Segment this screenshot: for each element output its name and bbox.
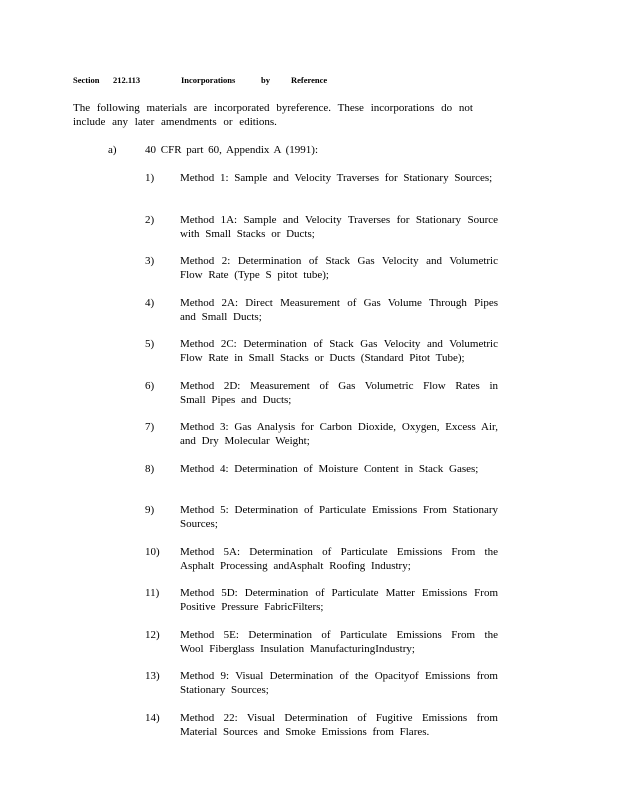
subsection-a-citation: 40 CFR part 60, Appendix A (1991):	[145, 144, 319, 156]
list-item-number: 4)	[145, 296, 155, 309]
list-item	[0, 213, 618, 255]
list-item	[0, 337, 618, 379]
list-item-number: 6)	[145, 379, 155, 392]
list-item-number: 8)	[145, 462, 155, 475]
list-item	[0, 462, 618, 504]
list-item-text: Method 2C: Determination of Stack Gas Velocity and Volumetric Flow Rate in Small Stacks or Ducts (Standard Pitot Tube);	[180, 338, 498, 364]
list-item-number: 2)	[145, 213, 155, 226]
list-item	[0, 420, 618, 462]
list-item-text: Method 5: Determination of Particulate Emissions From Stationary Sources;	[180, 504, 498, 530]
list-item	[0, 254, 618, 296]
section-title-by: by	[261, 75, 270, 85]
list-item-number: 10)	[145, 545, 160, 558]
list-item-text: Method 2D: Measurement of Gas Volumetric Flow Rates in Small Pipes and Ducts;	[180, 379, 498, 406]
list-item-number: 9)	[145, 504, 155, 516]
list-item	[0, 379, 618, 421]
list-item-number: 11)	[145, 587, 160, 599]
list-item-number: 13)	[145, 670, 160, 682]
list-item	[0, 296, 618, 338]
list-item-text: Method 1A: Sample and Velocity Traverses for Stationary Source with Small Stacks or Ducts;	[180, 213, 498, 240]
list-item-text: Method 5A: Determination of Particulate Emissions From the Asphalt Processing andAsphalt Roofing Industry;	[180, 545, 498, 572]
list-item-number: 1)	[145, 172, 155, 184]
list-item-text: Method 22: Visual Determination of Fugitive Emissions from Material Sources and Smoke Emissions from Flares.	[180, 711, 498, 738]
section-title: Incorporations	[181, 75, 236, 85]
intro-paragraph: The following materials are incorporated byreference. These incorporations do not include any later amendments or editions.	[73, 102, 473, 128]
list-item	[0, 669, 618, 711]
section-label: Section	[73, 75, 100, 85]
list-item	[0, 545, 618, 587]
list-item-text: Method 2: Determination of Stack Gas Velocity and Volumetric Flow Rate (Type S pitot tube);	[180, 255, 498, 281]
list-item-text: Method 2A: Direct Measurement of Gas Volume Through Pipes and Small Ducts;	[180, 296, 498, 323]
list-item-text: Method 4: Determination of Moisture Content in Stack Gases;	[180, 462, 479, 475]
list-item-text: Method 9: Visual Determination of the Opacityof Emissions from Stationary Sources;	[180, 670, 498, 696]
list-item-text: Method 3: Gas Analysis for Carbon Dioxide, Oxygen, Excess Air, and Dry Molecular Weight;	[180, 421, 498, 447]
section-number: 212.113	[113, 75, 141, 85]
list-item-number: 12)	[145, 628, 160, 641]
list-item	[0, 171, 618, 213]
list-item	[0, 711, 618, 753]
list-item-number: 5)	[145, 338, 155, 350]
list-item	[0, 503, 618, 545]
method-list	[0, 171, 618, 752]
list-item-text: Method 1: Sample and Velocity Traverses for Stationary Sources;	[180, 172, 493, 184]
list-item	[0, 628, 618, 670]
list-item-number: 7)	[145, 421, 155, 433]
list-item-text: Method 5E: Determination of Particulate Emissions From the Wool Fiberglass Insulation ManufacturingIndustry;	[180, 628, 498, 655]
subsection-a-label: a)	[108, 144, 117, 156]
list-item-number: 14)	[145, 711, 160, 724]
section-title-reference: Reference	[291, 75, 328, 85]
list-item-text: Method 5D: Determination of Particulate Matter Emissions From Positive Pressure FabricFilters;	[180, 587, 498, 613]
list-item-number: 3)	[145, 255, 155, 267]
list-item	[0, 586, 618, 628]
